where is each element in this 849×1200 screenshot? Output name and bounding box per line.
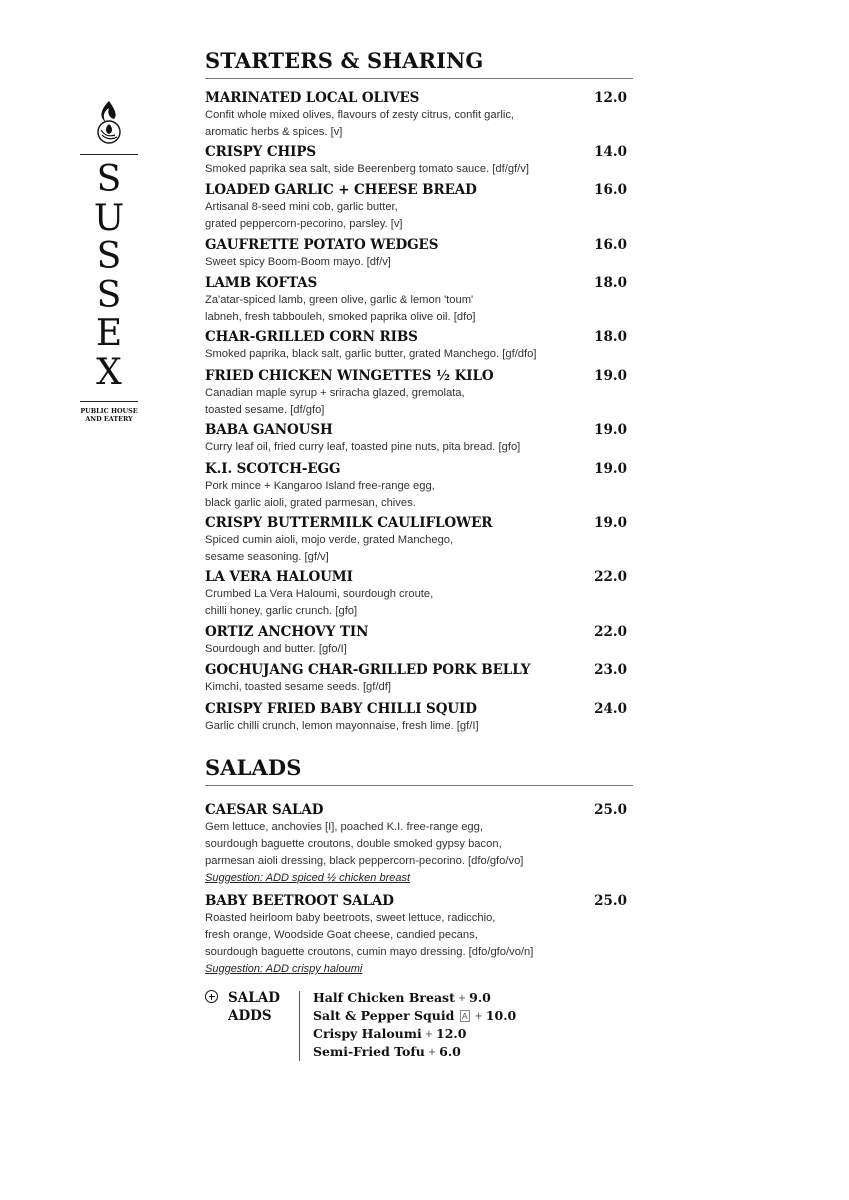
add-row [313,1043,516,1061]
item-price: 19.0 [594,515,627,531]
menu-item [205,422,630,456]
item-description: Kimchi, toasted sesame seeds. [gf/df] [205,681,391,693]
brand-letter: U [93,197,125,239]
item-price: 12.0 [594,90,627,106]
item-name: ORTIZ ANCHOVY TIN [205,624,369,640]
brand-tagline-1: PUBLIC HOUSE [80,406,138,415]
item-description: Gem lettuce, anchovies [I], poached K.I. free-range egg, sourdough baguette croutons, double smoked gypsy bacon, parmesan aioli dressing, black peppercorn-pecorino. [dfo/gfo/vo] [205,821,524,867]
item-name: GOCHUJANG CHAR-GRILLED PORK BELLY [205,662,531,678]
allergen-badge: A [461,1011,468,1021]
plus-sign: + [475,1009,486,1023]
section-rule [205,785,633,786]
menu-item [205,802,630,887]
item-price: 19.0 [594,461,627,477]
item-name: BABA GANOUSH [205,422,333,438]
item-price: 24.0 [594,701,627,717]
add-name: Crispy Haloumi [313,1026,422,1041]
item-name: GAUFRETTE POTATO WEDGES [205,237,439,253]
item-description: Confit whole mixed olives, flavours of zesty citrus, confit garlic, aromatic herbs & spices. [v] [205,109,515,138]
section-title-salads: SALADS [205,755,302,780]
section-title-starters: STARTERS & SHARING [205,48,484,73]
menu-item [205,368,630,419]
item-description: Artisanal 8-seed mini cob, garlic butter, grated peppercorn-pecorino, parsley. [v] [205,201,403,230]
salad-adds-label: SALAD ADDS [228,990,280,1024]
item-description: Crumbed La Vera Haloumi, sourdough croute, chilli honey, garlic crunch. [gfo] [205,588,434,617]
add-row [313,1025,516,1043]
item-price: 23.0 [594,662,627,678]
item-price: 25.0 [594,802,627,818]
menu-item [205,893,630,978]
add-name: Half Chicken Breast [313,990,455,1005]
menu-item [205,275,630,326]
item-description: Za'atar-spiced lamb, green olive, garlic & lemon 'toum' labneh, fresh tabbouleh, smoked paprika olive oil. [dfo] [205,294,476,323]
item-description: Spiced cumin aioli, mojo verde, grated Manchego, sesame seasoning. [gf/v] [205,534,454,563]
item-name: LAMB KOFTAS [205,275,318,291]
menu-item [205,182,630,233]
item-price: 22.0 [594,624,627,640]
item-description: Pork mince + Kangaroo Island free-range egg, black garlic aioli, grated parmesan, chives. [205,480,435,509]
item-name: CHAR-GRILLED CORN RIBS [205,329,418,345]
add-name: Semi-Fried Tofu [313,1044,425,1059]
menu-item [205,237,630,271]
brand-tagline-2: AND EATERY [85,414,133,423]
add-price: 9.0 [469,990,491,1005]
menu-item [205,144,630,178]
salad-adds-list [313,989,516,1061]
item-price: 16.0 [594,182,627,198]
item-name: LA VERA HALOUMI [205,569,353,585]
add-row [313,989,516,1007]
menu-item [205,624,630,658]
brand-letter: S [96,159,122,200]
item-name: CRISPY BUTTERMILK CAULIFLOWER [205,515,493,531]
brand-letter: E [95,313,123,355]
plus-circle-icon [205,990,218,1003]
vertical-divider [299,991,300,1061]
item-name: CRISPY FRIED BABY CHILLI SQUID [205,701,477,717]
menu-item [205,515,630,566]
section-rule [205,78,633,79]
menu-item [205,662,630,696]
item-name: MARINATED LOCAL OLIVES [205,90,420,106]
item-description: Smoked paprika sea salt, side Beerenberg tomato sauce. [df/gf/v] [205,163,529,175]
item-name: FRIED CHICKEN WINGETTES ½ KILO [205,368,494,384]
add-row [313,1007,516,1025]
item-suggestion: Suggestion: ADD spiced ½ chicken breast [205,872,411,884]
menu-item [205,329,630,363]
item-price: 19.0 [594,422,627,438]
plus-sign: + [428,1045,440,1059]
add-name: Salt & Pepper Squid [313,1008,455,1023]
brand-letter: X [96,351,122,393]
brand-letter: S [96,274,122,316]
plus-sign: + [425,1027,436,1041]
menu-item [205,701,630,735]
brand-letter: S [96,236,122,278]
item-name: K.I. SCOTCH-EGG [205,461,341,477]
item-description: Curry leaf oil, fried curry leaf, toasted pine nuts, pita bread. [gfo] [205,441,521,453]
item-name: LOADED GARLIC + CHEESE BREAD [205,182,477,198]
item-price: 18.0 [594,275,627,291]
item-description: Smoked paprika, black salt, garlic butter, grated Manchego. [gf/dfo] [205,348,537,360]
flame-emblem-icon [96,100,122,146]
logo-top-rule [80,154,138,155]
add-price: 10.0 [485,1008,517,1023]
item-description: Garlic chilli crunch, lemon mayonnaise, fresh lime. [gf/I] [205,720,479,732]
brand-logo [80,100,138,423]
item-price: 19.0 [594,368,627,384]
item-price: 22.0 [594,569,627,585]
add-price: 12.0 [436,1026,467,1041]
brand-wordmark [94,161,124,393]
item-price: 25.0 [594,893,627,909]
item-price: 18.0 [594,329,627,345]
item-price: 14.0 [594,144,627,160]
item-name: CRISPY CHIPS [205,144,317,160]
menu-item [205,461,630,512]
item-price: 16.0 [594,237,627,253]
add-price: 6.0 [439,1044,461,1059]
logo-bottom-rule [80,401,138,402]
plus-sign: + [458,991,470,1005]
item-name: CAESAR SALAD [205,802,324,818]
item-description: Sweet spicy Boom-Boom mayo. [df/v] [205,256,391,268]
item-suggestion: Suggestion: ADD crispy haloumi [205,963,363,975]
menu-item [205,569,630,620]
item-description: Canadian maple syrup + sriracha glazed, gremolata, toasted sesame. [df/gfo] [205,387,465,416]
menu-item [205,90,630,141]
item-name: BABY BEETROOT SALAD [205,893,394,909]
item-description: Sourdough and butter. [gfo/I] [205,643,347,655]
item-description: Roasted heirloom baby beetroots, sweet lettuce, radicchio, fresh orange, Woodside Goat cheese, candied pecans, sourdough baguette croutons, cumin mayo dressing. [dfo/gfo/vo/n] [205,912,534,958]
